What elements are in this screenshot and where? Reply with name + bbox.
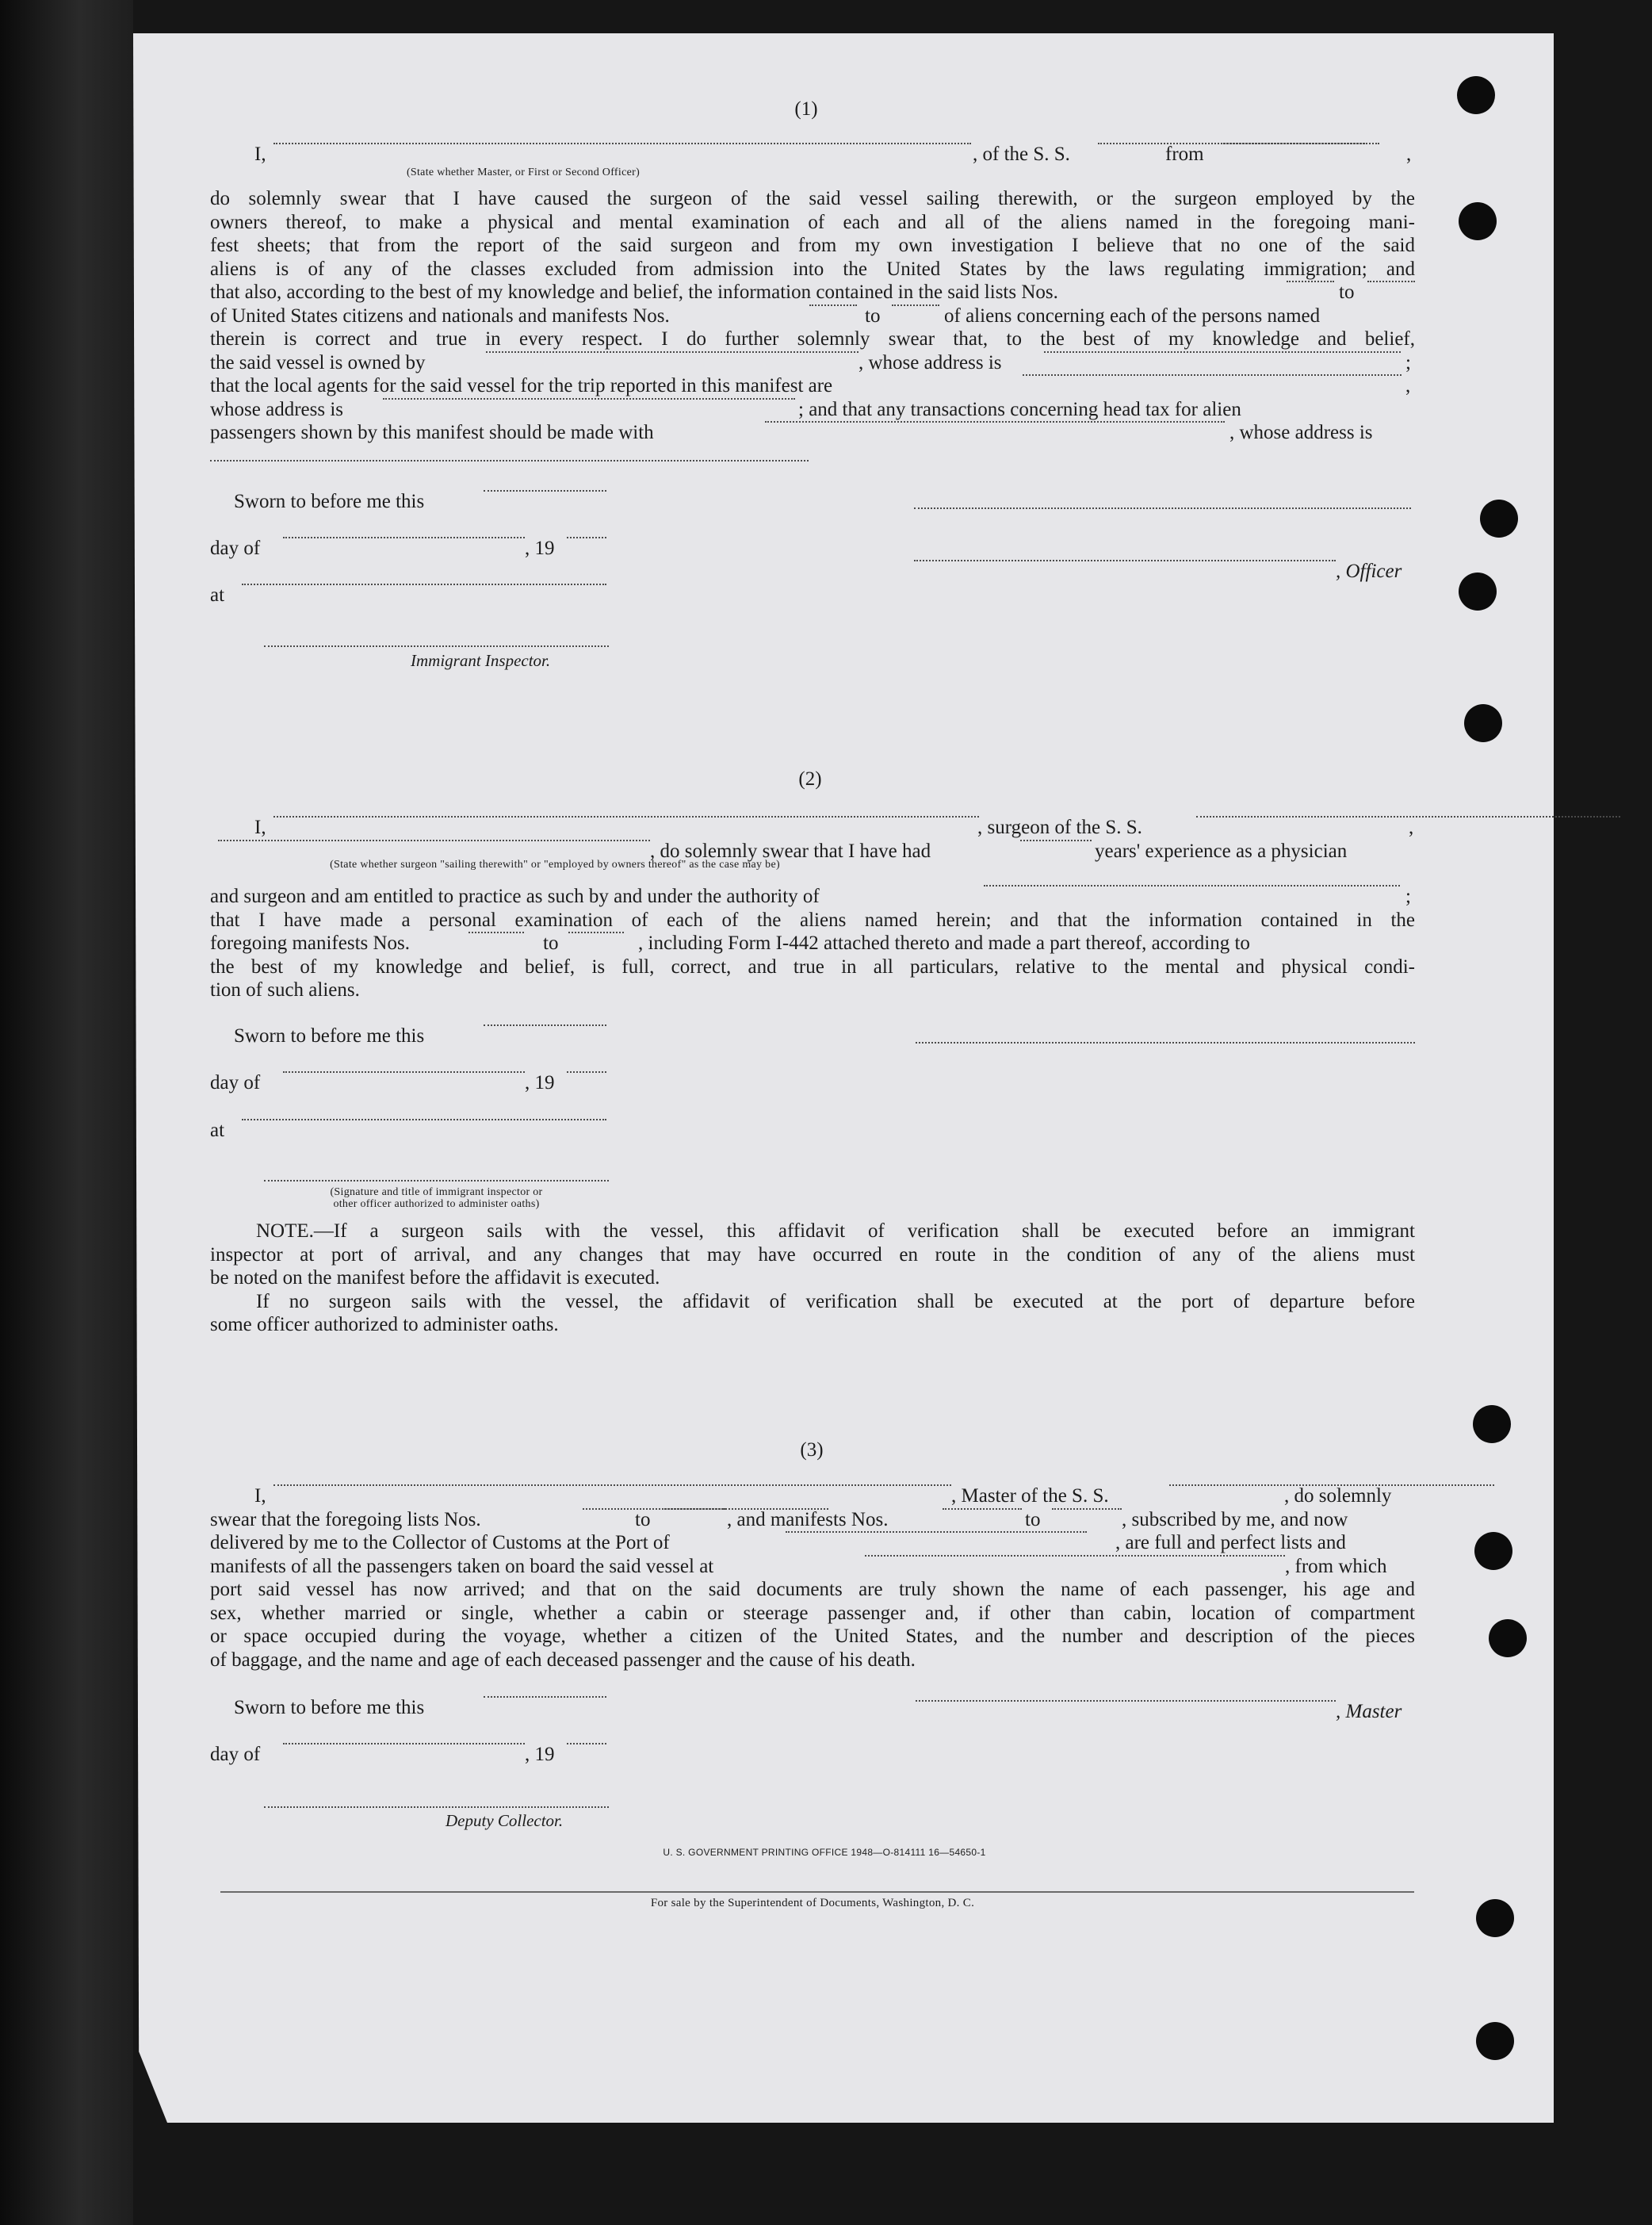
sworn-day-field[interactable] (484, 1024, 606, 1026)
punch-hole (1459, 573, 1497, 611)
text: , do solemnly swear that I have had (650, 840, 931, 862)
agents-line (210, 374, 1415, 398)
text: , (1405, 375, 1411, 396)
year-text: , 19 (525, 538, 555, 559)
text: , do solemnly (1284, 1485, 1392, 1507)
section-2-body (210, 885, 1415, 1002)
place-field[interactable] (242, 1119, 606, 1120)
year-field[interactable] (567, 1071, 606, 1073)
head-tax-address-field[interactable] (210, 460, 809, 461)
section-1-body (210, 187, 1415, 445)
text: and surgeon and am entitled to practice as such by and under the authority of (210, 886, 820, 907)
master-signature-field[interactable] (916, 1700, 1336, 1702)
manifests-from-field[interactable] (468, 932, 524, 933)
inspector-signature-field[interactable] (264, 645, 609, 647)
text: foregoing manifests Nos. (210, 933, 411, 954)
section-1-line-1-tail (1165, 143, 1419, 167)
text: I, (254, 1485, 266, 1507)
manifests-to-field[interactable] (892, 304, 939, 306)
at-text: at (210, 584, 225, 606)
text: , whose address is (859, 351, 1002, 373)
text: swear that the foregoing lists Nos. (210, 1508, 481, 1530)
lists-line (210, 281, 1415, 304)
note-line: be noted on the manifest before the affidavit is executed. (210, 1267, 660, 1289)
text: , (1409, 817, 1414, 838)
year-text: , 19 (525, 1744, 555, 1765)
year-field[interactable] (567, 537, 606, 538)
section-3-line-2 (210, 1508, 1415, 1532)
punch-hole (1457, 76, 1495, 114)
note-block (210, 1220, 1415, 1337)
collector-label: Deputy Collector. (446, 1811, 564, 1830)
text: that the local agents for the said vessel for the trip reported in this manifest are (210, 375, 833, 396)
section-3-number: (3) (800, 1439, 824, 1461)
inspector-label: Immigrant Inspector. (411, 651, 551, 670)
sig-caption: (Signature and title of immigrant inspector or (330, 1186, 543, 1198)
para-line: port said vessel has now arrived; and that on the said documents are truly shown the name of each passenger, his age and (210, 1579, 1415, 1600)
text: , whose address is (1229, 422, 1373, 443)
collector-signature-field[interactable] (264, 1806, 609, 1808)
section-3-affidavit (210, 1484, 1415, 1672)
head-tax-contact-field[interactable] (765, 421, 1225, 423)
text: to (1339, 281, 1355, 303)
para-line: owners thereof, to make a physical and mental examination of each and all of the aliens named in the foregoing mani- (210, 211, 1415, 233)
para-line: aliens is of any of the classes excluded from admission into the United States by the laws regulating immigration; and (210, 258, 1415, 280)
text: manifests of all the passengers taken on board the said vessel at (210, 1555, 714, 1577)
port-field[interactable] (786, 1531, 1087, 1533)
punch-hole (1464, 704, 1502, 742)
text: whose address is (210, 398, 344, 420)
day-of-text: day of (210, 538, 261, 559)
para-line: do solemnly swear that I have caused the surgeon of the said vessel sailing therewith, or the surgeon employed by the (210, 188, 1415, 209)
text: of aliens concerning each of the persons named (944, 304, 1321, 327)
punch-hole (1489, 1619, 1527, 1657)
years-field[interactable] (1020, 840, 1092, 841)
section-3-line-1 (210, 1484, 1415, 1508)
text: from (1165, 144, 1204, 165)
lists-to-field[interactable] (1367, 281, 1415, 282)
section-2-at (210, 1119, 686, 1143)
text: to (635, 1508, 651, 1530)
para-line: the best of my knowledge and belief, is full, correct, and true in all particulars, relative to the mental and physical condi- (210, 955, 1415, 978)
punch-hole (1480, 500, 1518, 538)
lists-to-field[interactable] (662, 1508, 725, 1510)
sworn-day-field[interactable] (484, 490, 606, 492)
text: delivered by me to the Collector of Customs at the Port of (210, 1532, 670, 1553)
officer-signature-field[interactable] (914, 507, 1411, 509)
boarding-port-field[interactable] (865, 1555, 1285, 1557)
day-of-text: day of (210, 1072, 261, 1093)
text: to (543, 933, 559, 954)
punch-hole (1476, 1899, 1514, 1937)
sworn-text: Sworn to before me this (234, 491, 425, 512)
section-1-sworn (234, 490, 709, 514)
section-3-sworn (234, 1696, 709, 1720)
text: I, (254, 144, 266, 165)
section-2-affidavit (210, 816, 1415, 863)
text: to (1025, 1508, 1041, 1530)
para-line: fest sheets; that from the report of the said surgeon and from my own investigation I believe that no one of the said (210, 235, 1415, 256)
authority-field[interactable] (984, 885, 1400, 887)
at-text: at (210, 1120, 225, 1141)
month-field[interactable] (283, 1743, 525, 1744)
text: ; and that any transactions concerning head tax for alien (798, 398, 1241, 420)
section-1-at (210, 584, 686, 607)
sig-caption: other officer authorized to administer oaths) (333, 1198, 540, 1210)
para-line: or space occupied during the voyage, whether a citizen of the United States, and the number and description of the pieces (210, 1626, 1415, 1647)
year-text: , 19 (525, 1072, 555, 1093)
head-tax-line (210, 421, 1415, 445)
text: , Master of the S. S. (951, 1485, 1109, 1507)
footer-rule (220, 1891, 1414, 1893)
punch-hole (1476, 2022, 1514, 2060)
month-field[interactable] (283, 1071, 525, 1073)
printing-office-line: U. S. GOVERNMENT PRINTING OFFICE 1948—O-814111 16—54650-1 (663, 1847, 986, 1858)
manifests-line (210, 304, 1415, 328)
month-field[interactable] (283, 537, 525, 538)
surgeon-status-field[interactable] (218, 840, 650, 841)
owned-line (210, 351, 1415, 375)
punch-hole (1459, 202, 1497, 240)
punch-hole (1473, 1405, 1511, 1443)
officer-label: , Officer (1336, 561, 1402, 582)
owner-field[interactable] (486, 351, 859, 353)
manifests-to-field[interactable] (1052, 1508, 1122, 1510)
text: , from which (1285, 1555, 1387, 1577)
sworn-text: Sworn to before me this (234, 1025, 425, 1047)
text: to (865, 304, 881, 327)
text: , subscribed by me, and now (1122, 1508, 1348, 1530)
section-3-line-4 (210, 1555, 1415, 1579)
note-line: inspector at port of arrival, and any changes that may have occurred en route in the condition of any of the aliens must (210, 1243, 1415, 1266)
text: of United States citizens and nationals and manifests Nos. (210, 304, 670, 327)
text: , are full and perfect lists and (1115, 1532, 1346, 1553)
section-2-sworn (234, 1024, 709, 1048)
text: ; (1405, 886, 1411, 907)
section-2-number: (2) (798, 768, 822, 790)
section-2-line-1 (210, 816, 1415, 840)
text: , including Form I-442 attached thereto and made a part thereof, according to (638, 933, 1250, 954)
surgeon-name-field[interactable] (273, 816, 979, 818)
master-label: , Master (1336, 1701, 1402, 1722)
note-line: NOTE.—If a surgeon sails with the vessel, this affidavit of verification shall be executed before an immigrant (256, 1220, 1415, 1242)
surgeon-signature-field[interactable] (916, 1042, 1415, 1044)
section-3-line-3 (210, 1531, 1415, 1555)
manifests-to-field[interactable] (568, 932, 624, 933)
section-2-day-of (210, 1071, 686, 1095)
punch-hole (1474, 1532, 1512, 1570)
para-line: sex, whether married or single, whether a cabin or steerage passenger and, if other than cabin, location of compartment (210, 1602, 1415, 1624)
note-line: If no surgeon sails with the vessel, the affidavit of verification shall be executed at the port of departure before (256, 1290, 1415, 1312)
section-3-day-of (210, 1743, 686, 1767)
section-1-number: (1) (794, 98, 818, 120)
section-1-day-of (210, 537, 686, 561)
text: , surgeon of the S. S. (977, 817, 1142, 838)
surgeon-caption: (State whether surgeon "sailing therewith" or "employed by owners thereof" as the case may be) (330, 859, 780, 871)
para-line: of baggage, and the name and age of each deceased passenger and the cause of his death. (210, 1649, 916, 1671)
note-line: some officer authorized to administer oaths. (210, 1314, 559, 1335)
manifests-from-field[interactable] (943, 1508, 1022, 1510)
section-3-master (916, 1700, 1423, 1724)
para-line: therein is correct and true in every respect. I do further solemnly swear that, to the best of my knowledge and belief, (210, 328, 1415, 350)
place-field[interactable] (242, 584, 606, 585)
text: I, (254, 817, 266, 838)
text: that also, according to the best of my knowledge and belief, the information contained in the said lists Nos. (210, 281, 1058, 303)
administering-officer-signature-field[interactable] (264, 1180, 609, 1181)
text: years' experience as a physician (1095, 840, 1348, 862)
manifests-line (210, 932, 1415, 955)
para-line: that I have made a personal examination of each of the aliens named herein; and that the information contained in the (210, 909, 1415, 931)
para-line: tion of such aliens. (210, 979, 360, 1001)
agents-address-field[interactable] (383, 398, 795, 400)
from-port-field[interactable] (1221, 143, 1379, 144)
sworn-day-field[interactable] (484, 1696, 606, 1698)
sworn-text: Sworn to before me this (234, 1697, 425, 1718)
scan-border (0, 0, 133, 2225)
text: passengers shown by this manifest should be made with (210, 422, 654, 443)
day-of-text: day of (210, 1744, 261, 1765)
manifests-from-field[interactable] (809, 304, 857, 306)
agents-field[interactable] (1023, 374, 1402, 376)
text: ; (1405, 351, 1411, 373)
text: the said vessel is owned by (210, 351, 426, 373)
text: , (1406, 144, 1412, 165)
officer-name-field[interactable] (273, 143, 971, 144)
text: , of the S. S. (973, 144, 1070, 165)
sale-notice: For sale by the Superintendent of Documents, Washington, D. C. (650, 1897, 975, 1909)
master-name-field[interactable] (273, 1484, 951, 1486)
owner-address-field[interactable] (1044, 351, 1401, 353)
officer-caption: (State whether Master, or First or Second Officer) (406, 167, 641, 178)
section-1-officer (914, 560, 1421, 584)
year-field[interactable] (567, 1743, 606, 1744)
agents-address-line (210, 398, 1415, 422)
officer-title-field[interactable] (914, 560, 1336, 561)
text: , and manifests Nos. (727, 1508, 889, 1530)
authority-line (210, 885, 1415, 909)
lists-from-field[interactable] (1287, 281, 1334, 282)
